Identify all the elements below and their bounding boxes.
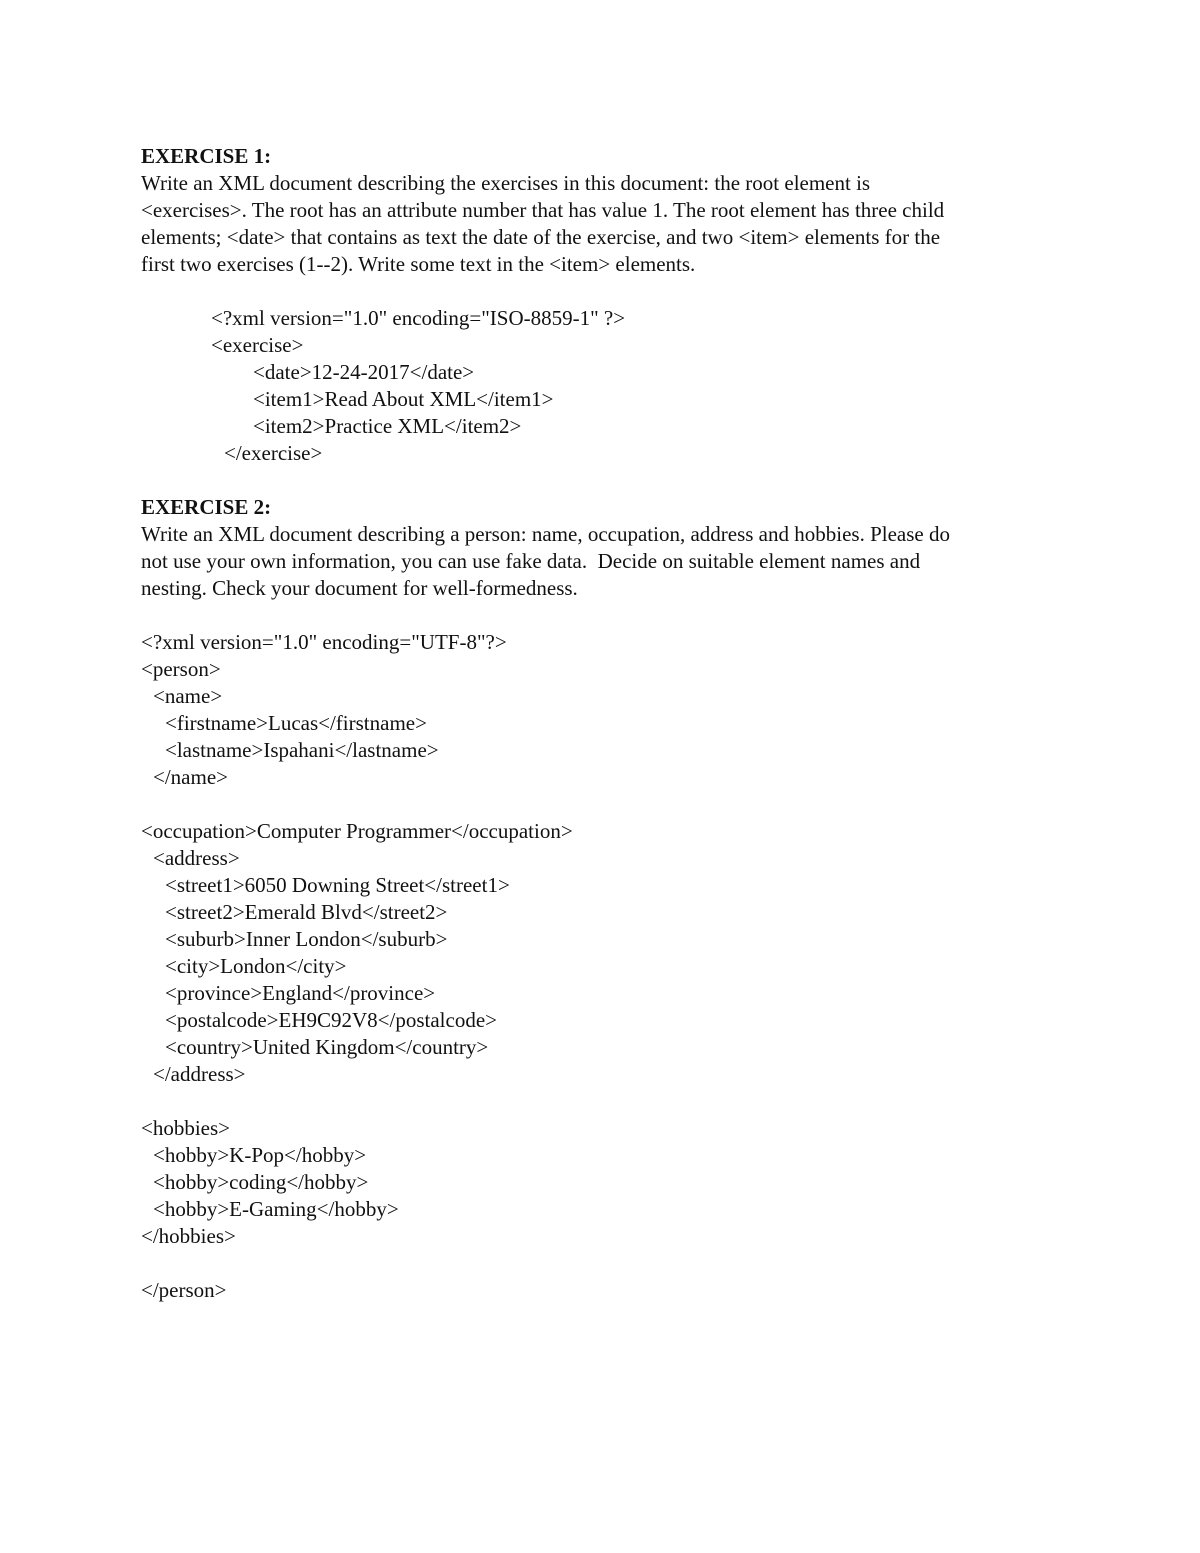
exercise-2-code-line: <province>England</province> [165, 981, 436, 1005]
exercise-2-code-line: <address> [153, 846, 240, 870]
exercise-2-code-line: </name> [153, 765, 228, 789]
exercise-2-code-line: </address> [153, 1062, 246, 1086]
exercise-2-code-line: <person> [141, 657, 221, 681]
exercise-2-code-line: <postalcode>EH9C92V8</postalcode> [165, 1008, 497, 1032]
exercise-1-code-line: <?xml version="1.0" encoding="ISO-8859-1" ?> [211, 306, 626, 330]
exercise-2-description-line: nesting. Check your document for well-formedness. [141, 576, 578, 600]
exercise-2-code-line: <street1>6050 Downing Street</street1> [165, 873, 510, 897]
exercise-2-code-line: <name> [153, 684, 223, 708]
exercise-1-code-line: <date>12-24-2017</date> [253, 360, 475, 384]
exercise-1-description-line: elements; <date> that contains as text the date of the exercise, and two <item> elements for the [141, 225, 941, 249]
exercise-1-code-line: </exercise> [224, 441, 323, 465]
exercise-1-heading: EXERCISE 1: [141, 144, 272, 168]
exercise-2-code-line: </person> [141, 1278, 227, 1302]
exercise-2-code-line: <street2>Emerald Blvd</street2> [165, 900, 448, 924]
exercise-1-description-line: Write an XML document describing the exercises in this document: the root element is [141, 171, 871, 195]
exercise-2-code-line: <hobby>K-Pop</hobby> [153, 1143, 367, 1167]
exercise-1-description-line: <exercises>. The root has an attribute number that has value 1. The root element has three child [141, 198, 945, 222]
exercise-2-code-line: <firstname>Lucas</firstname> [165, 711, 427, 735]
exercise-1-code-line: <item1>Read About XML</item1> [253, 387, 554, 411]
exercise-2-code-line: <hobbies> [141, 1116, 231, 1140]
exercise-2-code-line: <suburb>Inner London</suburb> [165, 927, 448, 951]
exercise-1-code-line: <item2>Practice XML</item2> [253, 414, 522, 438]
exercise-2-code-line: <hobby>E-Gaming</hobby> [153, 1197, 399, 1221]
exercise-1-description-line: first two exercises (1--2). Write some text in the <item> elements. [141, 252, 696, 276]
exercise-2-code-line: <city>London</city> [165, 954, 347, 978]
exercise-2-code-line: </hobbies> [141, 1224, 236, 1248]
exercise-2-heading: EXERCISE 2: [141, 495, 272, 519]
exercise-2-description-line: not use your own information, you can use fake data. Decide on suitable element names and [141, 549, 921, 573]
exercise-1-code-line: <exercise> [211, 333, 304, 357]
exercise-2-code-line: <?xml version="1.0" encoding="UTF-8"?> [141, 630, 507, 654]
exercise-2-code-line: <occupation>Computer Programmer</occupation> [141, 819, 573, 843]
exercise-2-code-line: <hobby>coding</hobby> [153, 1170, 369, 1194]
exercise-2-description-line: Write an XML document describing a person: name, occupation, address and hobbies. Please do [141, 522, 950, 546]
exercise-2-code-line: <lastname>Ispahani</lastname> [165, 738, 439, 762]
exercise-2-code-line: <country>United Kingdom</country> [165, 1035, 489, 1059]
